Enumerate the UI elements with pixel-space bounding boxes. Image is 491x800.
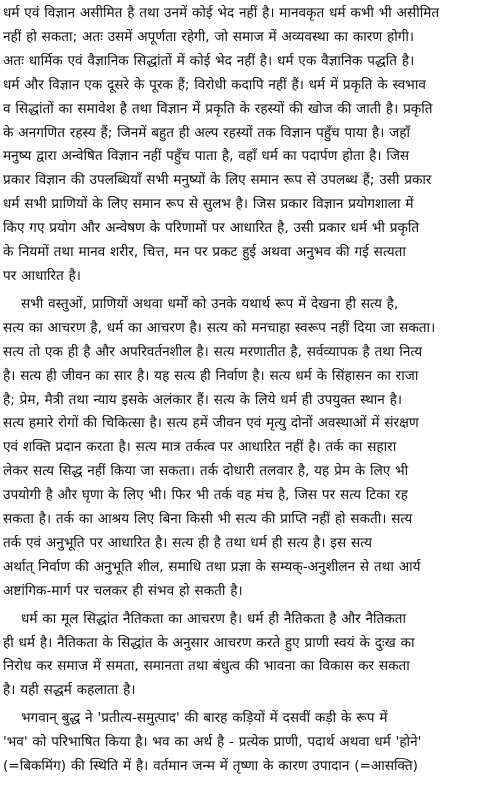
text-line: तर्क एवं अनुभूति पर आधारित है। सत्य ही है तथा धर्म ही सत्य है। इस सत्य: [3, 534, 373, 551]
text-line: पर आधारित है।: [3, 267, 81, 284]
text-line: धर्म और विज्ञान एक दूसरे के पूरक हैं; विरोधी कदापि नहीं हैं। धर्म में प्रकृति के स्वभाव: [3, 76, 426, 93]
text-line: 'भव' को परिभाषित किया है। भव का अर्थ है - प्रत्येक प्राणी, पदार्थ अथवा धर्म 'होने': [3, 734, 422, 751]
text-line: ही धर्म है। नैतिकता के सिद्धांत के अनुसार आचरण करते हुए प्राणी स्वयं के दुःख का: [3, 634, 415, 651]
text-line: एवं शक्ति प्रदान करता है। सत्य मात्र तर्कत्व पर आधारित नहीं है। तर्क का सहारा: [3, 439, 397, 456]
text-line: उपयोगी है और घृणा के लिए भी। फिर भी तर्क वह मंच है, जिस पर सत्य टिका रह: [3, 487, 408, 504]
text-line: (=बिकमिंग) की स्थिति में है। वर्तमान जन्म में तृष्णा के कारण उपादान (=आसक्ति): [3, 758, 418, 775]
text-line: सत्य हमारे रोगों की चिकित्सा है। सत्य हमें जीवन एवं मृत्यु दोनों अवस्थाओं में संरक्षण: [3, 415, 419, 432]
text-line: व सिद्धांतों का समावेश है तथा विज्ञान में प्रकृति के रहस्यों की खोज की जाती है। प्रकृति: [3, 100, 433, 117]
text-line: है। सत्य ही जीवन का सार है। यह सत्य ही निर्वाण है। सत्य धर्म के सिंहासन का राजा: [3, 367, 419, 384]
paragraph-dharma-science: [3, 2, 488, 289]
text-line: धर्म एवं विज्ञान असीमित है तथा उनमें कोई भेद नहीं है। मानवकृत धर्म कभी भी असीमित: [3, 5, 440, 21]
text-line: भगवान् बुद्ध ने 'प्रतीत्य-समुत्पाद' की बारह कड़ियों में दसवीं कड़ी के रूप में: [21, 710, 388, 727]
text-line: निरोध कर समाज में समता, समानता तथा बंधुत्व की भावना का विकास कर सकता: [3, 658, 410, 675]
text-line: अष्टांगिक-मार्ग पर चलकर ही संभव हो सकती है।: [3, 582, 243, 599]
text-line: सत्य तो एक ही है और अपरिवर्तनशील है। सत्य मरणातीत है, सर्वव्यापक है तथा नित्य: [3, 343, 423, 360]
paragraph-morality: [3, 608, 488, 704]
text-line: अर्थात् निर्वाण की अनुभूति शील, समाधि तथा प्रज्ञा के सम्यक्-अनुशीलन से तथा आर्य: [3, 558, 421, 575]
text-line: है; प्रेम, मैत्री तथा न्याय इसके अलंकार हैं। सत्य के लिये धर्म ही उपयुक्त स्थान है।: [3, 391, 403, 408]
text-line: किए गए प्रयोग और अन्वेषण के परिणामों पर आधारित है, उसी प्रकार धर्म भी प्रकृति: [3, 220, 420, 237]
text-line: के अनगणित रहस्य हैं; जिनमें बहुत ही अल्प रहस्यों तक विज्ञान पहुँच पाया है। जहाँ: [3, 124, 410, 141]
paragraph-bhava: [3, 707, 488, 779]
text-line: धर्म सभी प्राणियों के लिए समान रूप से सुलभ है। जिस प्रकार विज्ञान प्रयोगशाला में: [3, 196, 414, 213]
text-line: सभी वस्तुओं, प्राणियों अथवा धर्मों को उनके यथार्थ रूप में देखना ही सत्य है,: [21, 295, 399, 312]
text-line: नहीं हो सकता; अतः उसमें अपूर्णता रहेगी, जो समाज में अव्यवस्था का कारण होगी।: [3, 28, 415, 45]
text-line: अतः धार्मिक एवं वैज्ञानिक सिद्धांतों में कोई भेद नहीं है। धर्म एक वैज्ञानिक पद्धति है।: [3, 52, 415, 69]
text-line: प्रकार विज्ञान की उपलब्धियाँ सभी मनुष्यों के लिए समान रूप से उपलब्ध हैं; उसी प्रकार: [3, 172, 432, 189]
text-line: सत्य का आचरण है, धर्म का आचरण है। सत्य को मनचाहा स्वरूप नहीं दिया जा सकता।: [3, 319, 436, 336]
text-line: है। यही सद्धर्म कहलाता है।: [3, 682, 136, 699]
text-line: धर्म का मूल सिद्धांत नैतिकता का आचरण है। धर्म ही नैतिकता है और नैतिकता: [21, 610, 407, 627]
text-line: मनुष्य द्वारा अन्वेषित विज्ञान नहीं पहुँच पाता है, वहाँ धर्म का पदार्पण होता है। जिस: [3, 148, 410, 165]
text-line: के नियमों तथा मानव शरीर, चित्त, मन पर प्रकट हुई अथवा अनुभव की गई सत्यता: [3, 244, 406, 261]
text-line: लेकर सत्य सिद्ध नहीं किया जा सकता। तर्क दोधारी तलवार है, यह प्रेम के लिए भी: [3, 463, 409, 480]
text-line: सकता है। तर्क का आश्रय लिए बिना किसी भी सत्य की प्राप्ति नहीं हो सकती। सत्य: [3, 511, 413, 528]
paragraph-truth: [3, 293, 488, 604]
